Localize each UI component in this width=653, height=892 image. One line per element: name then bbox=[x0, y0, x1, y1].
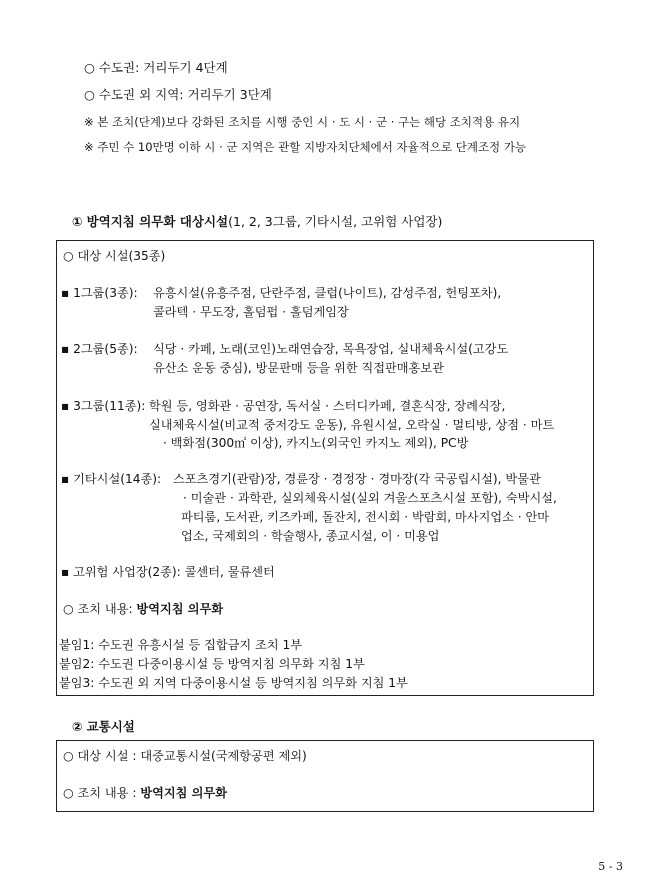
section-1-subtitle: (1, 2, 3그룹, 기타시설, 고위험 사업장) bbox=[228, 214, 443, 229]
measure-value: 방역지침 의무화 bbox=[136, 602, 224, 616]
section-2-heading bbox=[72, 718, 135, 736]
group3-line1: 학원 등, 영화관 · 공연장, 독서실 · 스터디카페, 결혼식장, 장례식장, bbox=[149, 399, 506, 413]
measure-label: ○ 조치 내용: bbox=[63, 602, 133, 616]
other-line3: 파티룸, 도서관, 키즈카페, 돌잔치, 전시회 · 박람회, 마사지업소 · 안마 bbox=[181, 510, 550, 524]
attachment-1: 붙임1: 수도권 유흥시설 등 집합금지 조치 1부 bbox=[59, 638, 303, 652]
group1-line2: 콜라텍 · 무도장, 홀덤펍 · 홀덤게임장 bbox=[153, 305, 349, 319]
high-risk-workplaces: ▪ 고위험 사업장(2종): 콜센터, 물류센터 bbox=[61, 565, 275, 579]
group3-line2: 실내체육시설(비교적 중저강도 운동), 유원시설, 오락실 · 멀티방, 상점 · 마트 bbox=[149, 418, 555, 432]
group1-line1: 유흥시설(유흥주점, 단란주점, 클럽(나이트), 감성주점, 헌팅포차), bbox=[153, 286, 502, 300]
transport-target: ○ 대상 시설 : 대중교통시설(국제항공편 제외) bbox=[63, 749, 307, 763]
section-2-title: 교통시설 bbox=[86, 719, 135, 734]
transport-measure-label: ○ 조치 내용 : bbox=[63, 786, 137, 800]
section-1-heading bbox=[72, 213, 442, 231]
other-line4: 업소, 국제회의 · 학술행사, 종교시설, 이 · 미용업 bbox=[181, 529, 440, 543]
note-stronger-measures: ※ 본 조치(단계)보다 강화된 조치를 시행 중인 시 · 도 시 · 군 · 구는 해당 조치적용 유지 bbox=[84, 115, 521, 129]
group2-label: ▪ 2그룹(5종): bbox=[61, 342, 138, 356]
other-label: ▪ 기타시설(14종): bbox=[61, 472, 162, 486]
group3-label: ▪ 3그룹(11종): bbox=[61, 399, 146, 413]
page-number: 5 - 3 bbox=[598, 860, 623, 873]
capital-area-level: ○ 수도권: 거리두기 4단계 bbox=[84, 60, 228, 75]
section-2-box bbox=[56, 740, 594, 812]
note-small-population: ※ 주민 수 10만명 이하 시 · 군 지역은 관할 지방자치단체에서 자율적으로 단계조정 가능 bbox=[84, 140, 527, 154]
measure-line bbox=[63, 600, 223, 618]
transport-measure-line bbox=[63, 784, 227, 802]
section-1-box bbox=[56, 240, 594, 696]
attachment-2: 붙임2: 수도권 다중이용시설 등 방역지침 의무화 지침 1부 bbox=[59, 657, 365, 671]
group1-label: ▪ 1그룹(3종): bbox=[61, 286, 138, 300]
section-2-number: ② bbox=[72, 719, 83, 734]
section-1-number: ① bbox=[72, 214, 83, 229]
group3-line3: · 백화점(300㎡ 이상), 카지노(외국인 카지노 제외), PC방 bbox=[163, 436, 469, 450]
transport-measure-value: 방역지침 의무화 bbox=[140, 786, 227, 800]
attachment-3: 붙임3: 수도권 외 지역 다중이용시설 등 방역지침 의무화 지침 1부 bbox=[59, 676, 408, 690]
group2-line1: 식당 · 카페, 노래(코인)노래연습장, 목욕장업, 실내체육시설(고강도 bbox=[153, 342, 509, 356]
non-capital-level: ○ 수도권 외 지역: 거리두기 3단계 bbox=[84, 87, 272, 102]
other-line1: 스포츠경기(관람)장, 경륜장 · 경정장 · 경마장(각 국공립시설), 박물관 bbox=[173, 472, 541, 486]
section-1-title: 방역지침 의무화 대상시설 bbox=[86, 214, 229, 229]
group2-line2: 유산소 운동 중심), 방문판매 등을 위한 직접판매홍보관 bbox=[153, 361, 444, 375]
other-line2: · 미술관 · 과학관, 실외체육시설(실외 겨울스포츠시설 포함), 숙박시설, bbox=[183, 491, 557, 505]
target-facilities: ○ 대상 시설(35종) bbox=[63, 249, 166, 263]
